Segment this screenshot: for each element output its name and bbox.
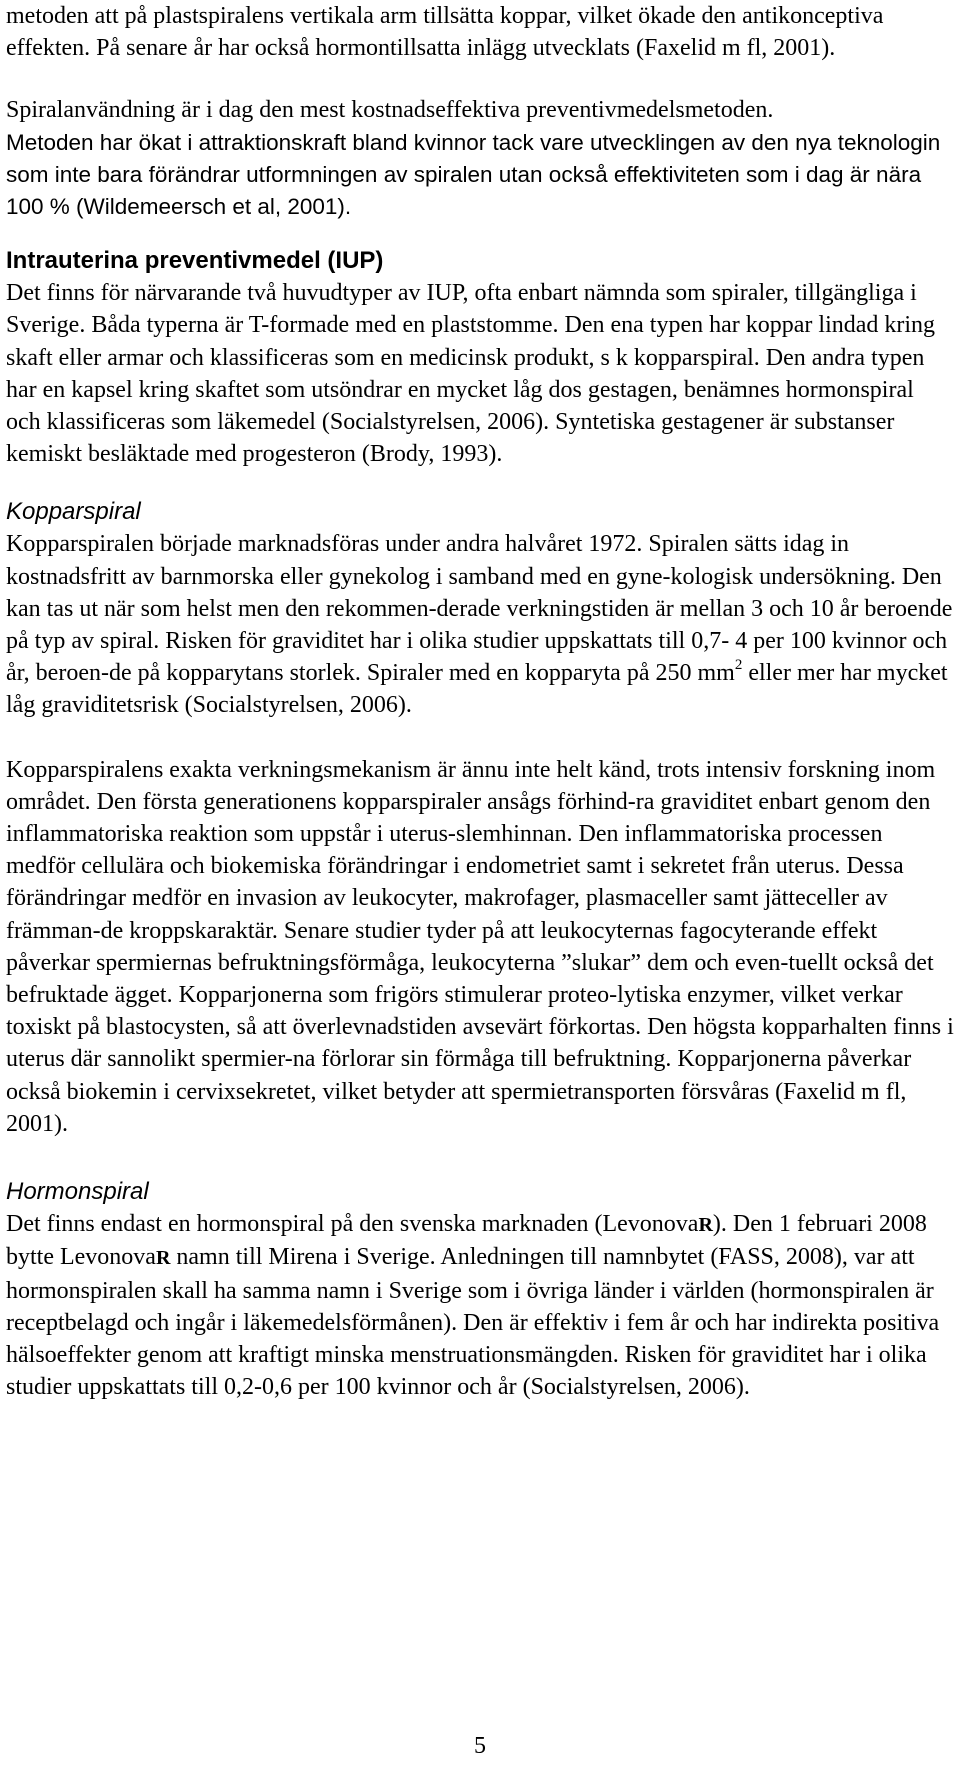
hormonspiral-text-c: namn till Mirena i Sverige. Anledningen till namnbytet (FASS, 2008), var att hormonspiralen skall ha samma namn i Sverige som i övriga länder i världen (hormonspiralen är receptbelagd och ingår i läkemedelsförmånen). Den är effektiv i fem år och har indirekta positiva hälsoeffekter genom att kraftigt minska menstruationsmängden. Risken för graviditet har i olika studier uppskattats till 0,2-0,6 per 100 kvinnor och år (Socialstyrelsen, 2006). [6, 1244, 940, 1401]
document-page [6, 0, 954, 1403]
superscript-2: 2 [734, 657, 743, 674]
iup-heading: Intrauterina preventivmedel (IUP) [6, 247, 384, 275]
hormonspiral-heading: Hormonspiral [6, 1178, 149, 1206]
trademark-mark: R [698, 1214, 713, 1237]
intro-paragraph-2: Spiralanvändning är i dag den mest kostnadseffektiva preventivmedelsmetoden. [6, 97, 774, 124]
kopparspiral-paragraph-2: Kopparspiralens exakta verkningsmekanism är ännu inte helt känd, trots intensiv forskning inom området. Den första generationens kopparspiraler ansågs förhind-ra graviditet enbart genom den inflammatoriska reaktion som uppstår i uterus-slemhinnan. Den inflammatoriska processen medför cellulära och biokemiska förändringar i endometriet samt i sekretet från uterus. Dessa förändringar medför en invasion av leukocyter, makrofager, plasmaceller samt jätteceller av främman-de kroppskaraktär. Senare studier tyder på att leukocyternas fagocyterande effekt påverkar spermiernas befruktningsförmåga, leukocyterna ”slukar” dem och even-tuellt också det befruktade ägget. Kopparjonerna som frigörs stimulerar proteo-lytiska enzymer, vilket verkar toxiskt på blastocysten, så att överlevnadstiden avsevärt förkortas. Den högsta kopparhalten finns i uterus där sannolikt spermier-na förlorar sin förmåga till befruktning. Kopparjonerna påverkar också biokemin i cervixsekretet, vilket betyder att spermietransporten försvåras (Faxelid m fl, 2001). [6, 756, 954, 1137]
kopparspiral-paragraph-1 [6, 528, 954, 721]
hormonspiral-text-a: Det finns endast en hormonspiral på den svenska marknaden (Levonova [6, 1211, 699, 1238]
hormonspiral-text-b: ). Den 1 februari 2008 bytte Levonova [6, 1211, 927, 1271]
iup-paragraph: Det finns för närvarande två huvudtyper av IUP, ofta enbart nämnda som spiraler, tillgängliga i Sverige. Båda typerna är T-formade med en plaststomme. Den ena typen har koppar lindad kring skaft eller armar och klassificeras som en medicinsk produkt, s k kopparspiral. Den andra typen har en kapsel kring skaftet som utsöndrar en mycket låg dos gestagen, benämnes hormonspiral och klassificeras som läkemedel (Socialstyrelsen, 2006). Syntetiska gestagener är substanser kemiskt besläktade med progesteron (Brody, 1993). [6, 280, 936, 468]
intro-paragraph-1: metoden att på plastspiralens vertikala arm tillsätta koppar, vilket ökade den antikonceptiva effekten. På senare år har också hormontillsatta inlägg utvecklats (Faxelid m fl, 2001). [6, 3, 884, 62]
intro-paragraph-3: Metoden har ökat i attraktionskraft bland kvinnor tack vare utvecklingen av den nya teknologin som inte bara förändrar utformningen av spiralen utan också effektiviteten som i dag är nära 100 % (Wildemeersch et al, 2001). [6, 129, 941, 220]
trademark-mark: R [155, 1247, 171, 1270]
kopparspiral-text-a: Kopparspiralen började marknadsföras under andra halvåret 1972. Spiralen sätts idag in kostnadsfritt av barnmorska eller gynekolog i samband med en gyne-kologisk undersökning. Den kan tas ut när som helst men den rekommen-derade verkningstiden är mellan 3 och 10 år beroende på typ av spiral. Risken för graviditet har i olika studier uppskattats till 0,7- 4 per 100 kvinnor och år, beroen-de på kopparytans storlek. Spiraler med en kopparyta på 250 mm [6, 531, 953, 687]
page-number: 5 [474, 1733, 486, 1759]
kopparspiral-text-b: eller mer har mycket låg graviditetsrisk (Socialstyrelsen, 2006). [6, 660, 948, 719]
kopparspiral-heading: Kopparspiral [6, 498, 141, 526]
hormonspiral-paragraph [6, 1208, 954, 1403]
